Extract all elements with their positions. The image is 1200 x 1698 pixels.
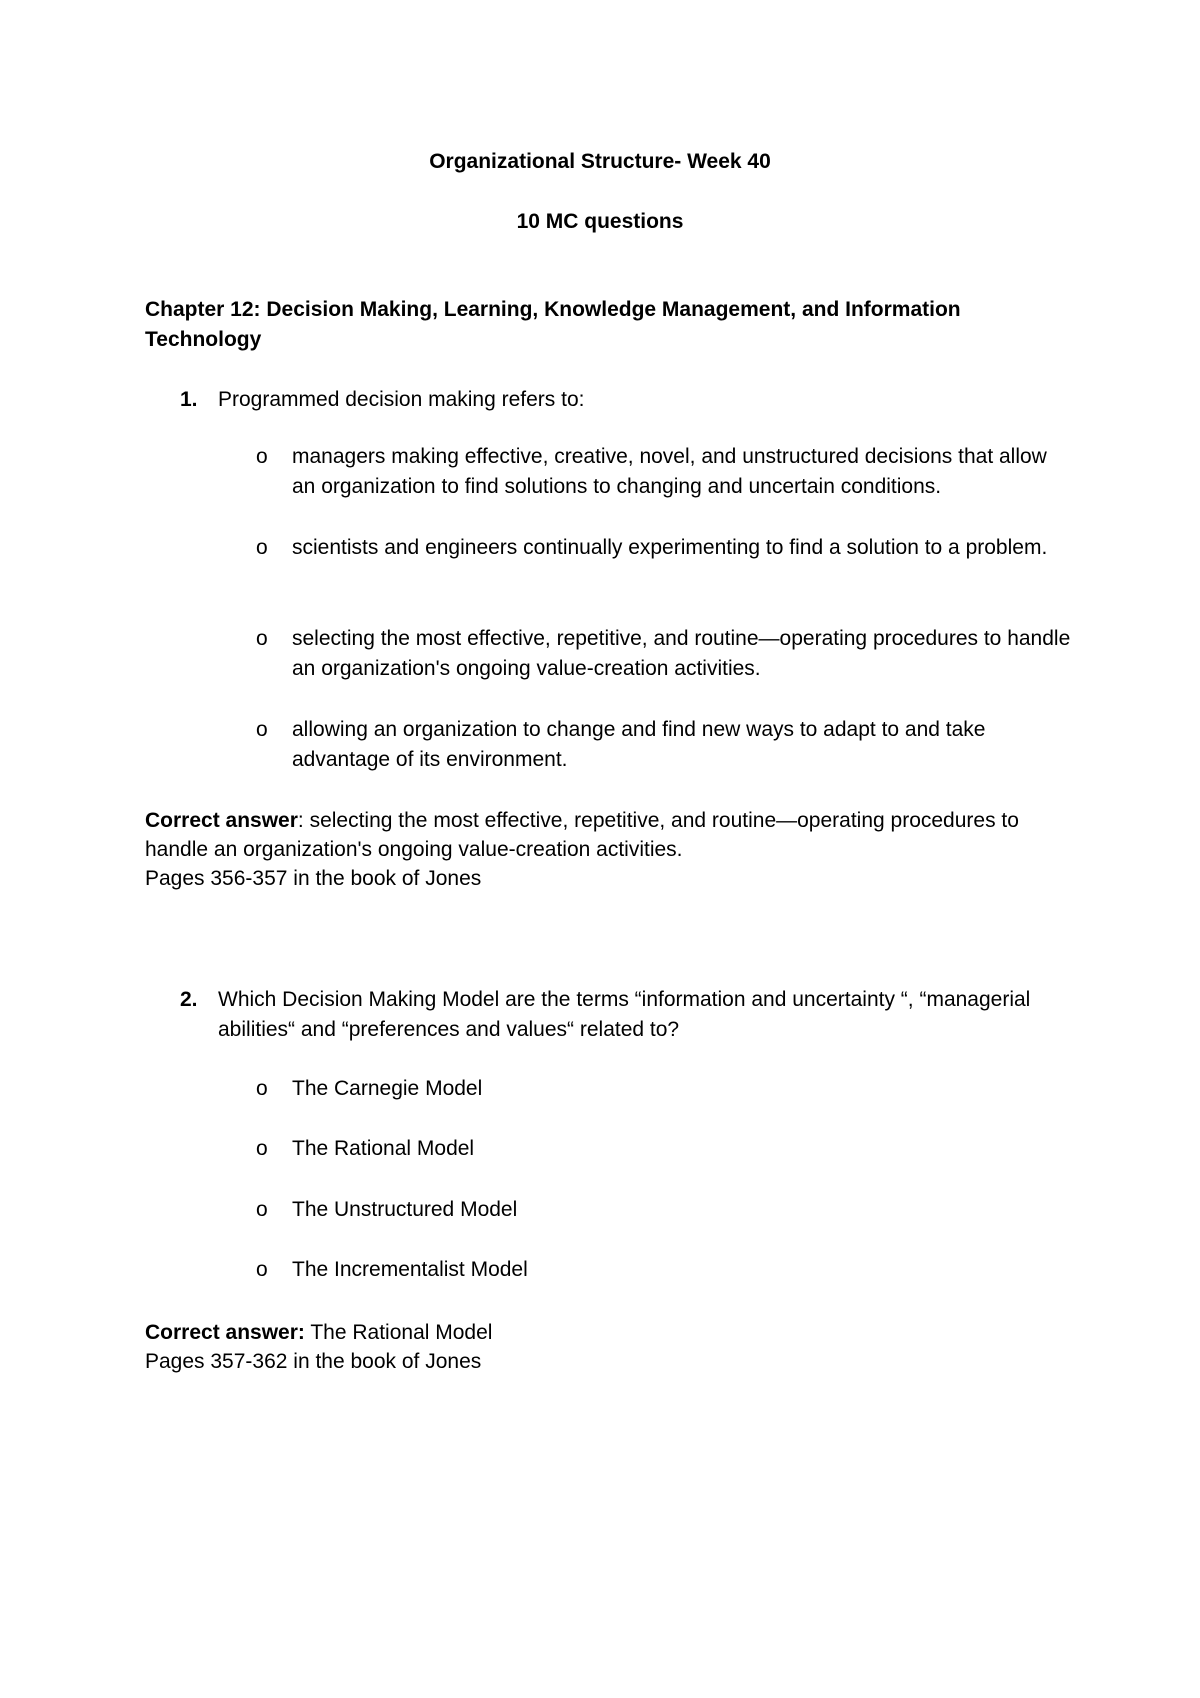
option-text: The Incrementalist Model [292, 1258, 528, 1281]
document-title: Organizational Structure- Week 40 [429, 150, 771, 173]
option-text: scientists and engineers continually experimenting to find a solution to a problem. [292, 536, 1048, 559]
option-text: The Unstructured Model [292, 1198, 518, 1221]
circle-bullet-icon: o [256, 536, 268, 559]
question-2 [180, 985, 1080, 1045]
option-text: allowing an organization to change and find new ways to adapt to and take advantage of its environment. [292, 718, 986, 771]
answer-block-2 [145, 1318, 1065, 1376]
answer-label: Correct answer [145, 809, 298, 832]
page-reference: Pages 357-362 in the book of Jones [145, 1350, 482, 1373]
question-number: 2. [180, 988, 198, 1011]
answer-separator: : [297, 809, 310, 832]
document-subtitle: 10 MC questions [516, 210, 684, 233]
option-item [256, 624, 1076, 684]
answer-label: Correct answer: [145, 1321, 305, 1344]
option-item [256, 1074, 1076, 1104]
circle-bullet-icon: o [256, 1077, 268, 1100]
answer-text: selecting the most effective, repetitive, and routine—operating procedures to handle an organization's ongoing value-creation activities. [145, 809, 1019, 861]
option-item [256, 442, 1076, 502]
page-reference: Pages 356-357 in the book of Jones [145, 867, 482, 890]
circle-bullet-icon: o [256, 627, 268, 650]
question-1 [180, 385, 1080, 415]
circle-bullet-icon: o [256, 718, 268, 741]
option-text: selecting the most effective, repetitive, and routine—operating procedures to handle an organization's ongoing value-creation activities. [292, 627, 1071, 680]
question-number: 1. [180, 388, 198, 411]
question-text: Which Decision Making Model are the terms “information and uncertainty “, “managerial abilities“ and “preferences and values“ related to? [218, 988, 1031, 1041]
option-text: managers making effective, creative, novel, and unstructured decisions that allow an organization to find solutions to changing and uncertain conditions. [292, 445, 1047, 498]
option-item [256, 1195, 1076, 1225]
option-item [256, 1134, 1076, 1164]
answer-text: The Rational Model [310, 1321, 493, 1344]
option-item [256, 533, 1076, 563]
option-text: The Carnegie Model [292, 1077, 483, 1100]
option-item [256, 1255, 1076, 1285]
option-text: The Rational Model [292, 1137, 475, 1160]
circle-bullet-icon: o [256, 1137, 268, 1160]
option-item [256, 715, 1076, 775]
circle-bullet-icon: o [256, 1258, 268, 1281]
circle-bullet-icon: o [256, 1198, 268, 1221]
answer-block-1 [145, 806, 1065, 893]
question-text: Programmed decision making refers to: [218, 388, 585, 411]
chapter-heading: Chapter 12: Decision Making, Learning, Knowledge Management, and Information Technology [145, 298, 961, 351]
circle-bullet-icon: o [256, 445, 268, 468]
